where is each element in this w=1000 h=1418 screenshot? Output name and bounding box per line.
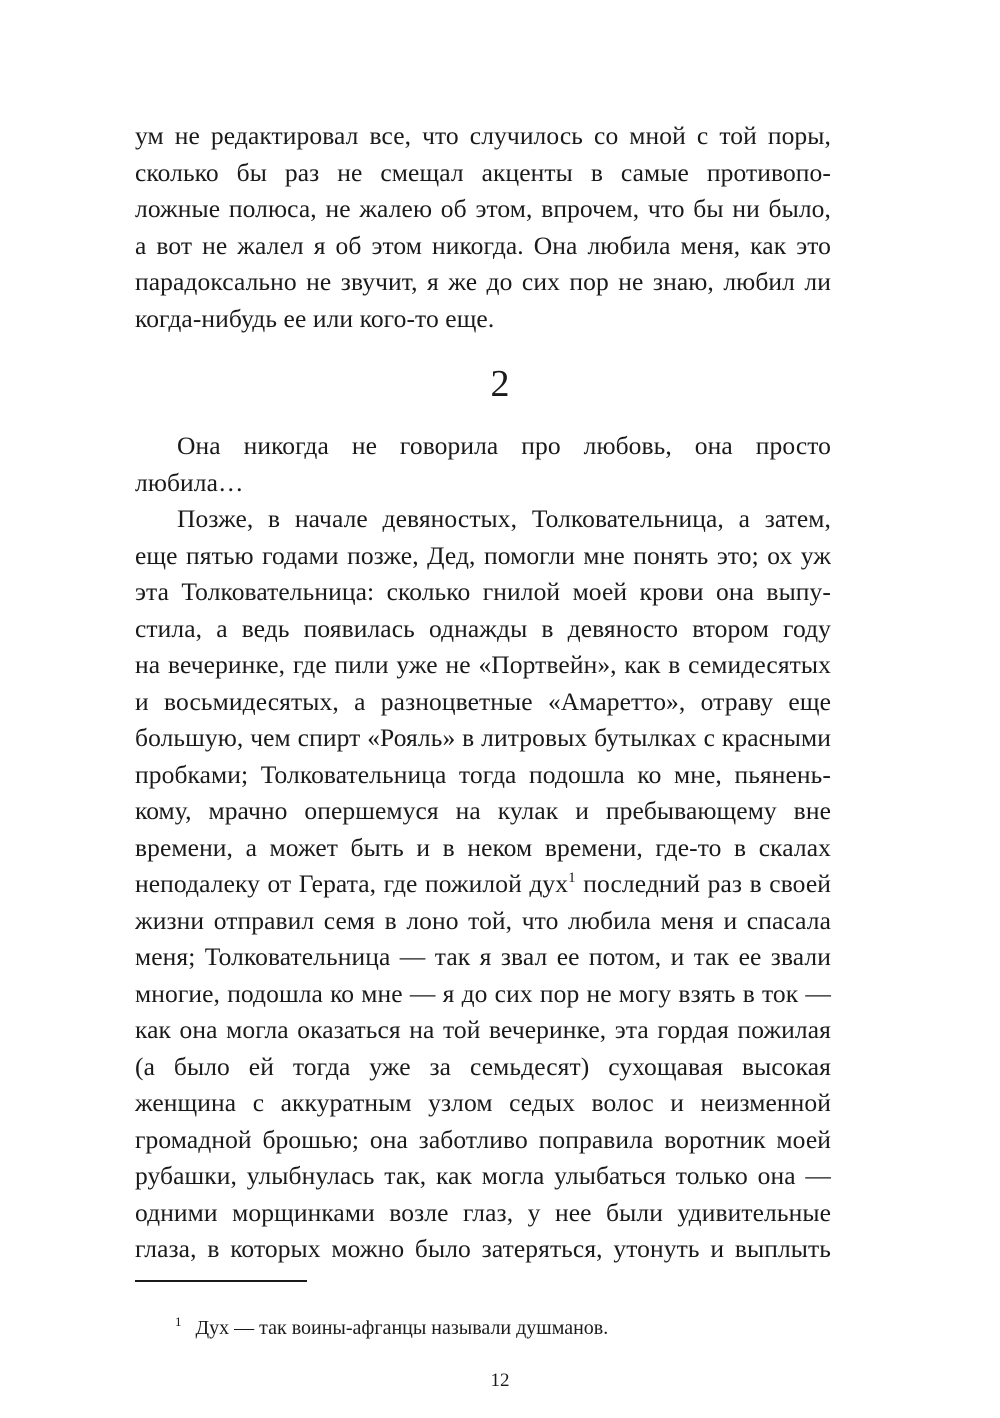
footnote-divider — [135, 1280, 307, 1282]
text-line: эта Толковательница: сколько гнилой моей крови она выпу- — [135, 577, 831, 606]
text-segment: последний раз в своей — [583, 869, 831, 898]
text-line: глаза, в которых можно было затеряться, утонуть и выплыть — [135, 1234, 831, 1263]
text-line: сколько бы раз не смещал акценты в самые противопо- — [135, 157, 831, 187]
text-line: ум не редактировал все, что случилось со мной с той поры, — [135, 121, 831, 150]
text-line: большую, чем спирт «Рояль» в литровых бутылках с красными — [135, 723, 831, 752]
intro-paragraph — [135, 118, 831, 337]
footnote-reference: 1 — [568, 870, 576, 886]
main-text — [135, 428, 831, 1268]
text-line: жизни отправил семя в лоно той, что любила меня и спасала — [135, 905, 831, 935]
text-line: когда-нибудь ее или кого-то еще. — [135, 303, 495, 333]
text-line: на вечеринке, где пили уже не «Портвейн», как в семидесятых — [135, 650, 831, 679]
page-number: 12 — [490, 1370, 510, 1391]
text-line: как она могла оказаться на той вечеринке, эта гордая пожилая — [135, 1015, 831, 1044]
chapter-number: 2 — [490, 363, 510, 405]
text-line: (а было ей тогда уже за семьдесят) сухощавая высокая — [135, 1051, 831, 1081]
footnote — [175, 1315, 608, 1341]
text-line: многие, подошла ко мне — я до сих пор не могу взять в ток — — [135, 978, 831, 1008]
text-line: времени, а может быть и в неком времени, где-то в скалах — [135, 832, 831, 862]
text-line: ложные полюса, не жалею об этом, впрочем, что бы ни было, — [135, 194, 831, 223]
text-line: парадоксально не звучит, я же до сих пор не знаю, любил ли — [135, 267, 831, 296]
text-line: стила, а ведь появилась однажды в девяносто втором году — [135, 613, 831, 643]
text-line: одними морщинками возле глаз, у нее были удивительные — [135, 1197, 831, 1227]
text-line: рубашки, улыбнулась так, как могла улыбаться только она — — [135, 1161, 831, 1190]
text-line: меня; Толковательница — так я звал ее потом, и так ее звали — [135, 942, 831, 971]
footnote-text: Дух — так воины-афганцы называли душманов. — [195, 1317, 609, 1339]
footnote-mark: 1 — [175, 1314, 182, 1329]
text-line-with-footnote — [135, 866, 831, 903]
text-line: а вот не жалел я об этом никогда. Она любила меня, как это — [135, 230, 831, 260]
text-line: громадной брошью; она заботливо поправила воротник моей — [135, 1124, 831, 1154]
text-line: Она никогда не говорила про любовь, она просто — [177, 431, 831, 460]
text-segment: неподалеку от Герата, где пожилой дух — [135, 869, 569, 898]
text-line: любила… — [135, 467, 244, 497]
text-line: кому, мрачно опершемуся на кулак и пребывающему вне — [135, 796, 831, 825]
text-line: пробками; Толковательница тогда подошла ко мне, пьянень- — [135, 759, 831, 789]
text-line: и восьмидесятых, а разноцветные «Амаретто», отраву еще — [135, 686, 831, 716]
text-line: Позже, в начале девяностых, Толковательница, а затем, — [177, 504, 831, 533]
text-line: женщина с аккуратным узлом седых волос и неизменной — [135, 1088, 831, 1117]
text-line: еще пятью годами позже, Дед, помогли мне понять это; ох уж — [135, 540, 831, 570]
